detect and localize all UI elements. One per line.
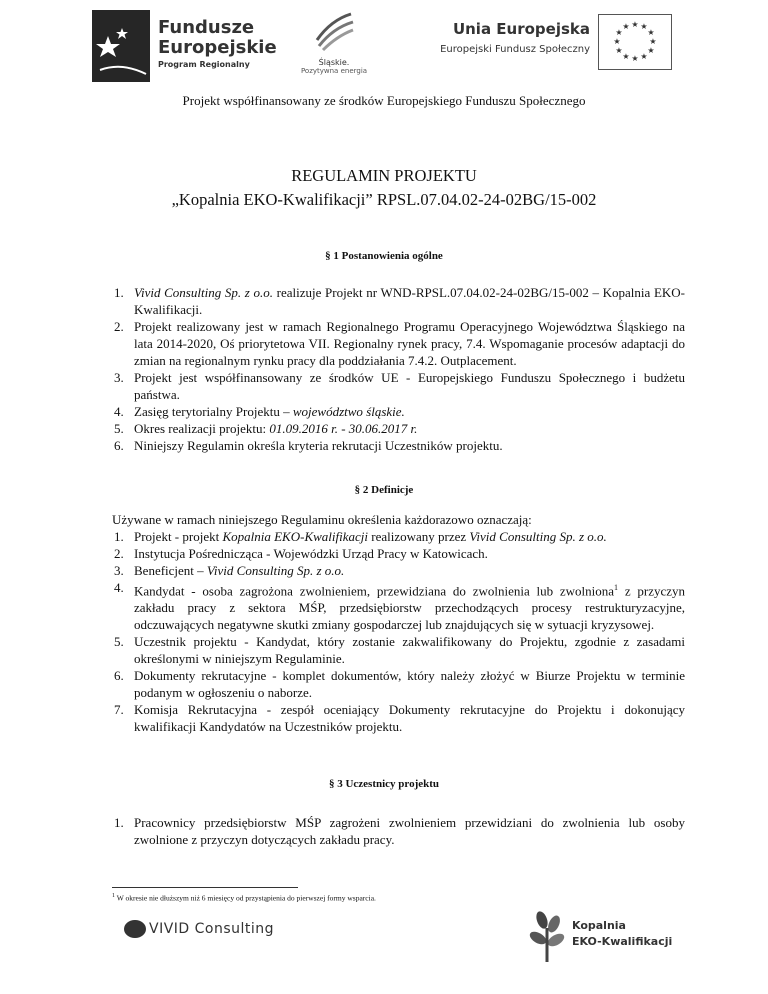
- svg-text:★: ★: [647, 46, 655, 55]
- vivid-consulting-logo: [124, 918, 274, 940]
- footnote-separator: [112, 887, 298, 888]
- list-item: 6. Niniejszy Regulamin określa kryteria rekrutacji Uczestników projektu.: [114, 438, 503, 453]
- svg-text:★: ★: [649, 37, 657, 46]
- footnote: $^1$ W okresie nie dłuższym niż 6 miesięcy od przystąpienia do pierwszej formy wsparcia.: [112, 893, 376, 903]
- list-item: 6. Dokumenty rekrutacyjne - komplet dokumentów, który należy złożyć w Biurze Projektu w terminie podanym w ogłoszeniu o naborze.: [114, 668, 685, 701]
- list-item: 5. Uczestnik projektu - Kandydat, który zostanie zakwalifikowany do Projektu, zgodnie z zasadami określonymi w niniejszym Regulaminie.: [114, 634, 685, 667]
- svg-text:★: ★: [631, 20, 639, 29]
- kopalnia-logo: [528, 908, 678, 968]
- list-item: 3. Projekt jest współfinansowany ze środków UE - Europejskiego Funduszu Społecznego i budżetu państwa.: [114, 370, 685, 402]
- svg-text:★: ★: [631, 54, 639, 63]
- cofinancing-note: Projekt współfinansowany ze środków Europejskiego Funduszu Społecznego: [182, 93, 586, 108]
- svg-text:★: ★: [615, 28, 623, 37]
- svg-text:★: ★: [613, 37, 621, 46]
- section2-heading: § 2 Definicje: [354, 484, 414, 496]
- header-logos: [92, 8, 680, 88]
- svg-text:★: ★: [615, 46, 623, 55]
- list-item: 2. Projekt realizowany jest w ramach Regionalnego Programu Operacyjnego Województwa Śląskiego na lata 2014-2020, Oś priorytetowa VII. Regionalny rynek pracy, 7.4. Wspomaganie procesów adaptacji do zmian na regionalnym rynku pracy dla poddziałania 7.4.2. Outplacement.: [114, 319, 685, 368]
- ue-logo-text: [410, 20, 590, 55]
- section3-list: [100, 814, 685, 848]
- kopalnia-line2: EKO-Kwalifikacji: [572, 935, 673, 948]
- list-item: 5. Okres realizacji projektu: 01.09.2016 r. - 30.06.2017 r.: [114, 421, 418, 436]
- slaskie-line1: Śląskie.: [318, 58, 350, 67]
- vivid-emblem-icon: [124, 920, 146, 938]
- section2-intro: Używane w ramach niniejszego Regulaminu określenia każdorazowo oznaczają:: [112, 512, 532, 527]
- svg-text:★: ★: [640, 22, 648, 31]
- footnote-ref[interactable]: 1: [614, 583, 619, 592]
- section1-list: [100, 284, 685, 454]
- list-item: 4. Zasięg terytorialny Projektu – województwo śląskie.: [114, 404, 405, 419]
- section1-heading: § 1 Postanowienia ogólne: [325, 250, 443, 262]
- document-title: [0, 164, 768, 212]
- svg-text:★: ★: [640, 52, 648, 61]
- section2-list: [100, 528, 685, 735]
- title-line2: „Kopalnia EKO-Kwalifikacji” RPSL.07.04.02-24-02BG/15-002: [171, 190, 597, 209]
- fundusze-line3: Program Regionalny: [158, 60, 250, 69]
- list-item: 4. Kandydat - osoba zagrożona zwolnieniem, przewidziana do zwolnienia lub zwolniona$^1$ z przyczyn zakładu pracy z sektora MŚP, przedsiębiorstw przechodzących procesy restrukturyzacyjne, odczuwających negatywne skutki zmiany gospodarczej lub znajdujących się w sytuacji kryzysowej.: [114, 580, 685, 633]
- kopalnia-line1: Kopalnia: [572, 919, 626, 932]
- list-item: 1. Projekt - projekt Kopalnia EKO-Kwalifikacji realizowany przez Vivid Consulting Sp. z o.o.: [114, 529, 607, 544]
- ue-line1: Unia Europejska: [452, 20, 590, 38]
- svg-text:★: ★: [647, 28, 655, 37]
- ue-line2: Europejski Fundusz Społeczny: [440, 44, 590, 55]
- fundusze-line1: Fundusze: [158, 17, 255, 38]
- vivid-logo-text: VIVID Consulting: [149, 921, 275, 937]
- kopalnia-leaves-icon: [528, 908, 568, 964]
- svg-text:★: ★: [622, 52, 630, 61]
- list-item: 1. Vivid Consulting Sp. z o.o. realizuje Projekt nr WND-RPSL.07.04.02-24-02BG/15-002 – Kopalnia EKO-Kwalifikacji.: [114, 285, 685, 317]
- slaskie-line2: Pozytywna energia: [300, 67, 368, 75]
- fundusze-flag-icon: [92, 10, 150, 82]
- list-item: 3. Beneficjent – Vivid Consulting Sp. z o.o.: [114, 563, 345, 578]
- list-item: 7. Komisja Rekrutacyjna - zespół oceniający Dokumenty rekrutacyjne do Projektu i dokonujący kwalifikacji Kandydatów na Uczestników projektu.: [114, 702, 685, 735]
- eu-flag-icon: [598, 14, 672, 70]
- title-line1: REGULAMIN PROJEKTU: [291, 166, 477, 185]
- section3-heading: § 3 Uczestnicy projektu: [328, 778, 440, 790]
- fundusze-europejskie-logo: [92, 8, 277, 86]
- slaskie-logo: [292, 10, 376, 86]
- list-item: 1. Pracownicy przedsiębiorstw MŚP zagrożeni zwolnieniem przewidziani do zwolnienia lub osoby zwolnione z przyczyn dotyczących zakładu pracy.: [114, 815, 685, 847]
- list-item: 2. Instytucja Pośrednicząca - Wojewódzki Urząd Pracy w Katowicach.: [114, 546, 488, 561]
- fundusze-line2: Europejskie: [158, 37, 277, 58]
- svg-text:★: ★: [622, 22, 630, 31]
- slaskie-emblem-icon: [311, 10, 357, 54]
